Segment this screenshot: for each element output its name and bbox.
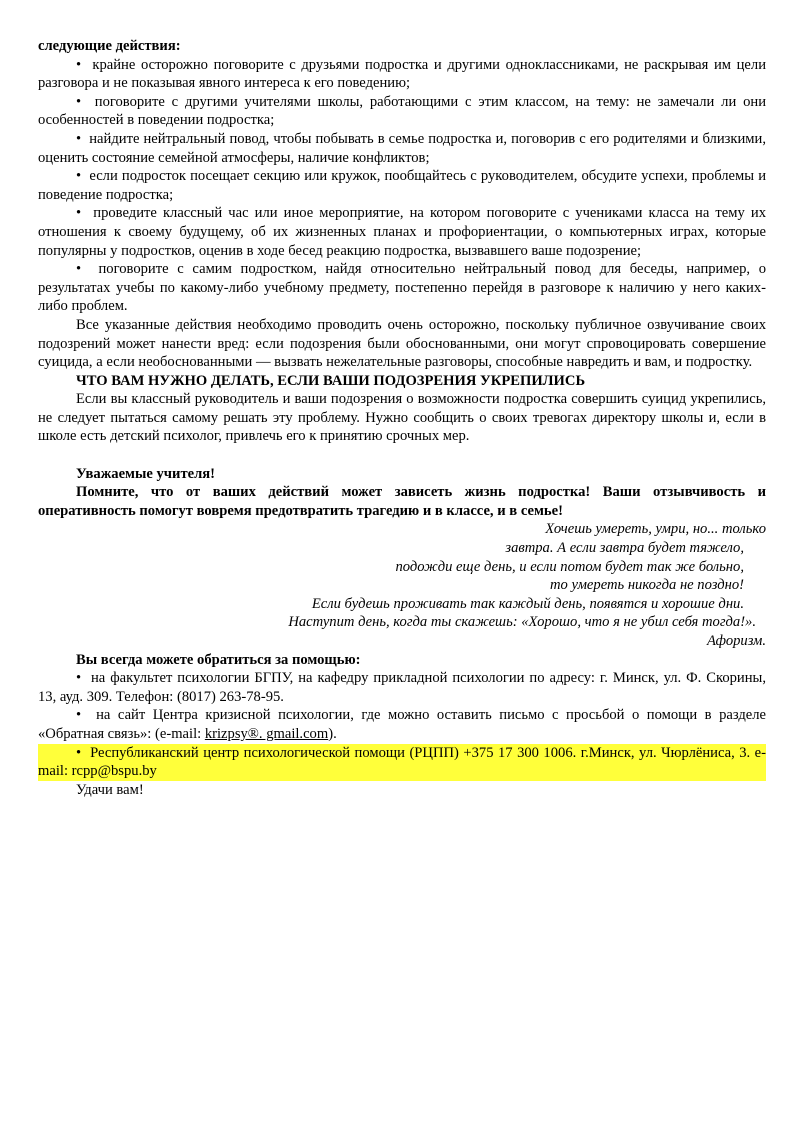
help-item-bgpu: • на факультет психологии БГПУ, на кафедру прикладной психологии по адресу: г. Минск, ул. Ф. Скорины, 13, ауд. 309. Телефон: (8017) 263-78-95. xyxy=(38,669,766,706)
blank-line xyxy=(38,446,766,465)
caution-paragraph: Все указанные действия необходимо проводить очень осторожно, поскольку публичное озвучивание своих подозрений может нанести вред: если подозрения были обоснованными, они могут спровоцировать совершение суицида, а если необоснованными — вызвать нежелательные разговоры, способные навредить и вам, и подростку. xyxy=(38,316,766,371)
section-paragraph: Если вы классный руководитель и ваши подозрения о возможности подростка совершить суицид укрепились, не следует пытаться самому решать эту проблему. Нужно сообщить о своих тревогах директору школы и, если в школе есть детский психолог, привлечь его к принятию срочных мер. xyxy=(38,391,766,445)
intro-heading: следующие действия: xyxy=(38,38,181,54)
email-link[interactable]: krizpsy®. gmail.com xyxy=(204,725,329,742)
poem-attribution: Афоризм. xyxy=(706,633,766,649)
help-item-text: ). xyxy=(328,725,337,742)
poem-line: Наступит день, когда ты скажешь: «Хорошо, что я не убил себя тогда!». xyxy=(288,614,756,631)
poem-line: подожди еще день, и если потом будет так же больно, xyxy=(395,558,744,575)
help-item-text: на сайт Центра кризисной психологии, где можно оставить письмо с просьбой о помощи в разделе «Обратная связь»: (e-mail: xyxy=(38,707,767,742)
poem-line: завтра. А если завтра будет тяжело, xyxy=(505,540,744,557)
section-heading: ЧТО ВАМ НУЖНО ДЕЛАТЬ, ЕСЛИ ВАШИ ПОДОЗРЕНИЯ УКРЕПИЛИСЬ xyxy=(76,372,586,389)
poem-line: Если будешь проживать так каждый день, появятся и хорошие дни. xyxy=(311,595,744,612)
poem-line: Хочешь умереть, умри, но... только xyxy=(545,521,766,538)
action-item: • крайне осторожно поговорите с друзьями подростка и другими одноклассниками, не раскрывая им цели разговора и не показывая явного интереса к его поведению; xyxy=(38,56,766,93)
help-item-rcpp: • Республиканский центр психологической помощи (РЦПП) +375 17 300 1006. г.Минск, ул. Чюрлёниса, 3. e-mail: rcpp@bspu.by xyxy=(38,744,766,781)
document-page xyxy=(38,37,766,799)
help-heading: Вы всегда можете обратиться за помощью: xyxy=(76,651,361,668)
closing-line: Удачи вам! xyxy=(76,781,144,798)
poem-block xyxy=(38,520,766,650)
action-item: • поговорите с самим подростком, найдя относительно нейтральный повод для беседы, например, о результатах учебы по какому-либо учебному предмету, постепенно перейдя в разговоре к наличию у него каких-либо проблем. xyxy=(38,260,766,316)
poem-line: то умереть никогда не поздно! xyxy=(550,577,744,594)
action-item: • найдите нейтральный повод, чтобы побывать в семье подростка и, поговорив с его родителями и близкими, оценить состояние семейной атмосферы, наличие конфликтов; xyxy=(38,130,766,167)
appeal-text: Помните, что от ваших действий может зависеть жизнь подростка! Ваши отзывчивость и оперативность помогут вовремя предотвратить трагедию и в классе, и в семье! xyxy=(38,484,766,519)
help-item-crisis-center xyxy=(38,706,766,743)
action-item: • если подросток посещает секцию или кружок, пообщайтесь с руководителем, обсудите успехи, проблемы и поведение подростка; xyxy=(38,167,766,204)
action-item: • проведите классный час или иное мероприятие, на котором поговорите с учениками класса на тему их отношения к своему будущему, об их жизненных планах и профориентации, о компьютерных играх, которые популярны у подростков, оценив в ходе бесед реакцию подростка, вызвавшего ваше подозрение; xyxy=(38,204,766,260)
appeal-title: Уважаемые учителя! xyxy=(76,465,216,482)
action-item: • поговорите с другими учителями школы, работающими с этим классом, на тему: не замечали ли они особенностей в поведении подростка; xyxy=(38,93,766,130)
